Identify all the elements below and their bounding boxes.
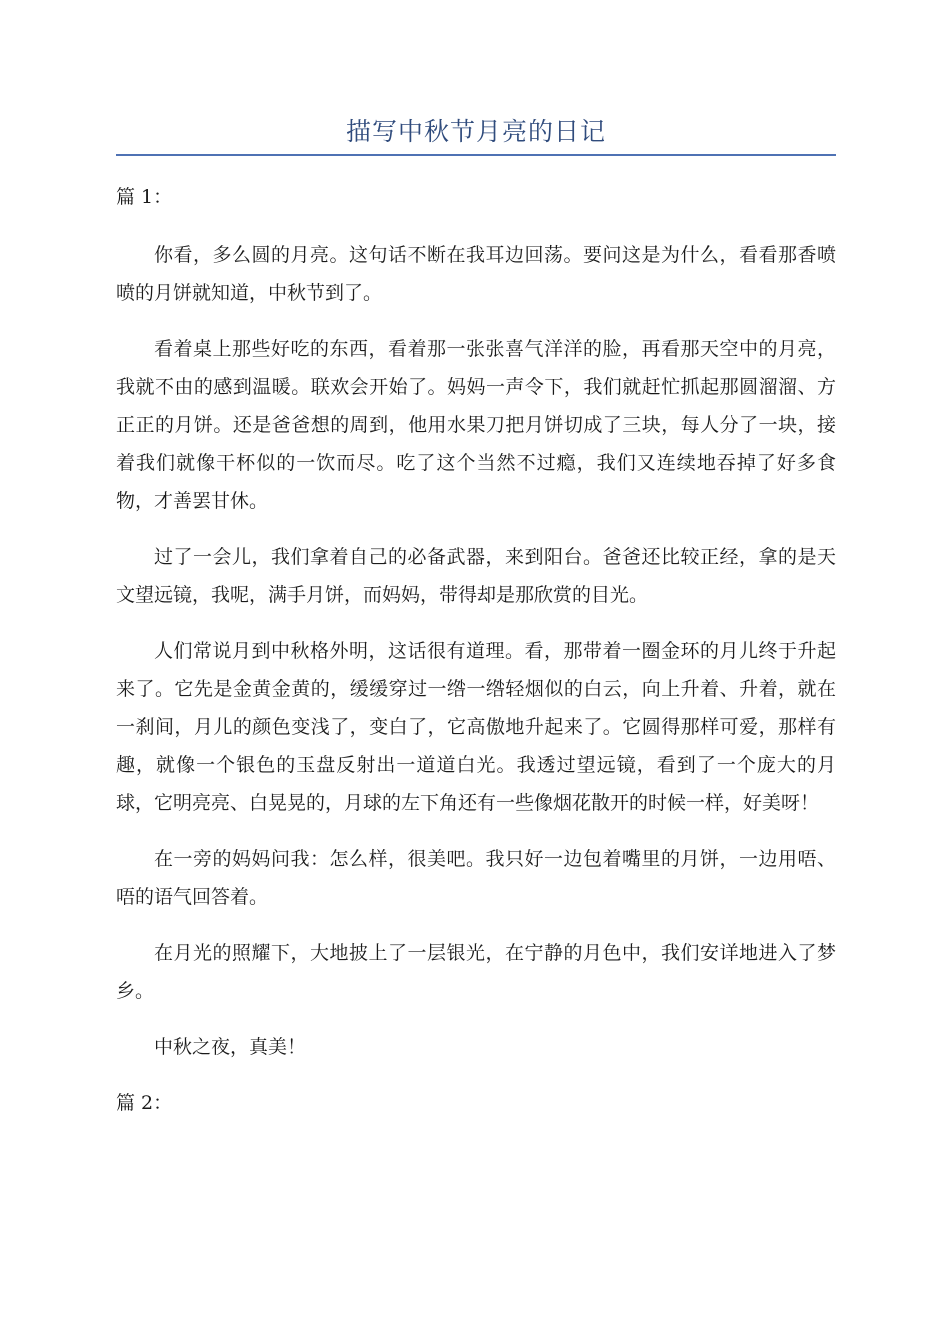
section-heading-2: 篇 2：: [116, 1092, 173, 1114]
paragraph-6: 在月光的照耀下，大地披上了一层银光，在宁静的月色中，我们安详地进入了梦乡。: [116, 942, 836, 1002]
paragraph-7: 中秋之夜，真美！: [154, 1036, 307, 1058]
document-title: 描写中秋节月亮的日记: [345, 117, 606, 146]
paragraph-5: 在一旁的妈妈问我：怎么样，很美吧。我只好一边包着嘴里的月饼，一边用唔、唔的语气回答着。: [116, 848, 836, 908]
paragraph-3: 过了一会儿，我们拿着自己的必备武器，来到阳台。爸爸还比较正经，拿的是天文望远镜，我呢，满手月饼，而妈妈，带得却是那欣赏的目光。: [116, 546, 836, 606]
document-page: [116, 110, 836, 1122]
section-heading-1: 篇 1：: [116, 186, 173, 208]
paragraph-1: 你看，多么圆的月亮。这句话不断在我耳边回荡。要问这是为什么，看看那香喷喷的月饼就知道，中秋节到了。: [116, 244, 836, 304]
title-underline: [116, 154, 836, 156]
paragraph-4: 人们常说月到中秋格外明，这话很有道理。看，那带着一圈金环的月儿终于升起来了。它先是金黄金黄的，缓缓穿过一绺一绺轻烟似的白云，向上升着、升着，就在一刹间，月儿的颜色变浅了，变白了，它高傲地升起来了。它圆得那样可爱，那样有趣，就像一个银色的玉盘反射出一道道白光。我透过望远镜，看到了一个庞大的月球，它明亮亮、白晃晃的，月球的左下角还有一些像烟花散开的时候一样，好美呀！: [116, 640, 836, 814]
paragraph-2: 看着桌上那些好吃的东西，看着那一张张喜气洋洋的脸，再看那天空中的月亮，我就不由的感到温暖。联欢会开始了。妈妈一声令下，我们就赶忙抓起那圆溜溜、方正正的月饼。还是爸爸想的周到，他用水果刀把月饼切成了三块，每人分了一块，接着我们就像干杯似的一饮而尽。吃了这个当然不过瘾，我们又连续地吞掉了好多食物，才善罢甘休。: [116, 338, 836, 512]
